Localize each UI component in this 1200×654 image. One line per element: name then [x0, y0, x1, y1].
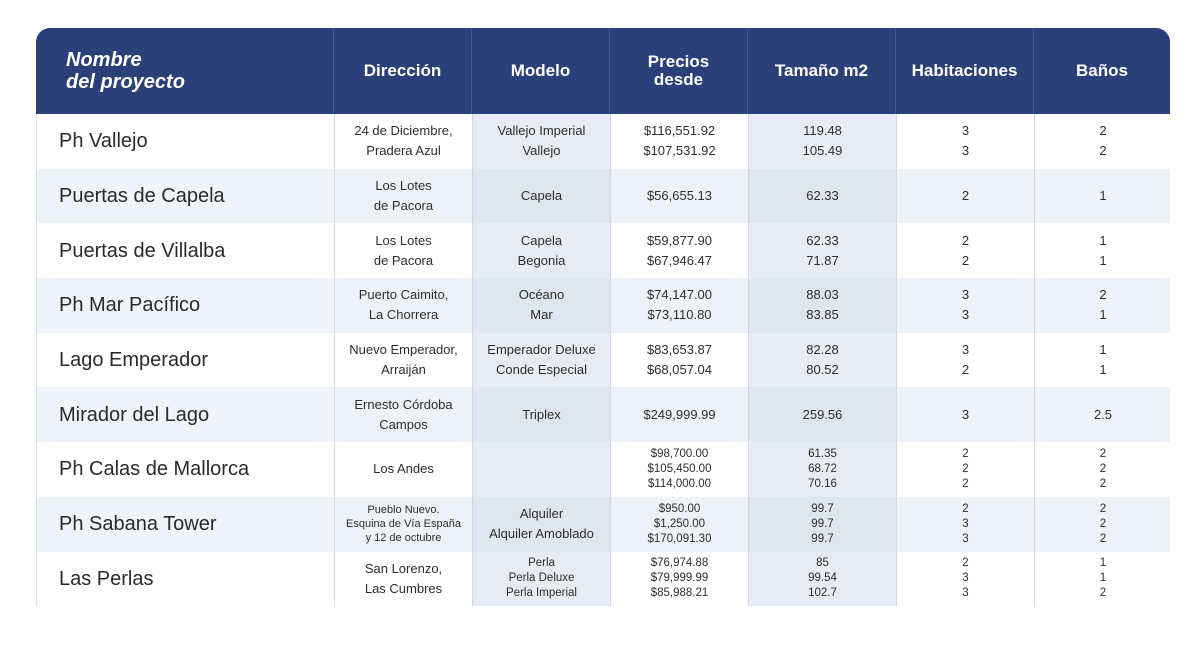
modelo-cell — [473, 442, 611, 497]
habitaciones-value: 2 — [961, 362, 970, 378]
tamano-value: 259.56 — [802, 406, 843, 422]
habitaciones-cell — [897, 169, 1035, 224]
direccion-cell — [335, 552, 473, 607]
precios-value: $56,655.13 — [646, 188, 713, 204]
precios-value: $79,999.99 — [650, 572, 709, 585]
direccion-value: La Chorrera — [368, 307, 439, 323]
precios-value: $950.00 — [658, 502, 701, 515]
precios-value: $74,147.00 — [646, 287, 713, 303]
header-project-name — [36, 28, 334, 114]
direccion-value: Los Andes — [373, 461, 434, 477]
precios-cell — [611, 223, 749, 278]
habitaciones-value: 2 — [962, 502, 969, 515]
project-name: Ph Mar Pacífico — [37, 278, 335, 333]
precios-value: $83,653.87 — [646, 342, 713, 358]
table-row — [37, 497, 1170, 552]
header-tamano: Tamaño m2 — [748, 28, 896, 114]
precios-cell — [611, 552, 749, 607]
banos-value: 2 — [1099, 517, 1107, 530]
banos-value: 2 — [1099, 143, 1107, 159]
habitaciones-cell — [897, 114, 1035, 169]
banos-cell — [1035, 552, 1171, 607]
precios-value: $116,551.92 — [643, 123, 716, 139]
project-name: Puertas de Villalba — [37, 223, 335, 278]
banos-value: 2 — [1099, 287, 1107, 303]
habitaciones-value: 3 — [962, 587, 969, 600]
banos-value: 2 — [1099, 532, 1107, 545]
tamano-cell — [749, 442, 897, 497]
table-row — [37, 223, 1170, 278]
banos-value: 2 — [1099, 462, 1107, 475]
precios-value: $249,999.99 — [643, 406, 716, 422]
habitaciones-value: 2 — [962, 557, 969, 570]
modelo-cell — [473, 169, 611, 224]
project-name: Mirador del Lago — [37, 387, 335, 442]
habitaciones-value: 2 — [962, 447, 969, 460]
habitaciones-value: 3 — [961, 342, 970, 358]
precios-value: $59,877.90 — [646, 232, 713, 248]
banos-value: 2 — [1099, 587, 1107, 600]
modelo-value: Conde Especial — [495, 362, 588, 378]
banos-value: 2 — [1099, 123, 1107, 139]
habitaciones-cell — [897, 333, 1035, 388]
tamano-cell — [749, 552, 897, 607]
precios-cell — [611, 387, 749, 442]
tamano-cell — [749, 223, 897, 278]
precios-value: $1,250.00 — [653, 517, 706, 530]
habitaciones-value: 2 — [961, 232, 970, 248]
direccion-value: Campos — [379, 416, 428, 432]
modelo-cell — [473, 387, 611, 442]
modelo-cell — [473, 497, 611, 552]
table-row — [37, 278, 1170, 333]
header-precios-line1: Precios — [647, 52, 710, 71]
precios-value: $105,450.00 — [647, 462, 712, 475]
banos-cell — [1035, 333, 1171, 388]
projects-table — [36, 28, 1170, 606]
direccion-value: Pradera Azul — [366, 143, 441, 159]
precios-value: $107,531.92 — [643, 143, 716, 159]
precios-cell — [611, 442, 749, 497]
direccion-cell — [335, 169, 473, 224]
habitaciones-value: 3 — [961, 406, 970, 422]
table-row — [37, 114, 1170, 169]
banos-value: 1 — [1099, 252, 1107, 268]
banos-value: 2.5 — [1093, 406, 1113, 422]
habitaciones-value: 3 — [961, 143, 970, 159]
table-row — [37, 333, 1170, 388]
tamano-cell — [749, 497, 897, 552]
tamano-value: 71.87 — [806, 252, 839, 268]
table-header — [36, 28, 1170, 114]
tamano-value: 62.33 — [806, 188, 839, 204]
table-row — [37, 442, 1170, 497]
precios-value: $170,091.30 — [647, 532, 712, 545]
tamano-value: 62.33 — [806, 232, 839, 248]
project-name: Lago Emperador — [37, 333, 335, 388]
banos-cell — [1035, 169, 1171, 224]
precios-value: $98,700.00 — [650, 447, 709, 460]
tamano-value: 85 — [816, 557, 829, 570]
project-name: Ph Sabana Tower — [37, 497, 335, 552]
precios-value: $85,988.21 — [650, 587, 709, 600]
table-body — [36, 114, 1170, 606]
habitaciones-value: 3 — [961, 307, 970, 323]
tamano-value: 105.49 — [802, 143, 843, 159]
direccion-cell — [335, 497, 473, 552]
habitaciones-cell — [897, 223, 1035, 278]
banos-value: 1 — [1099, 188, 1107, 204]
banos-cell — [1035, 442, 1171, 497]
habitaciones-value: 2 — [962, 477, 969, 490]
header-habitaciones: Habitaciones — [896, 28, 1034, 114]
table-row — [37, 552, 1170, 607]
modelo-value: Capela — [520, 188, 563, 204]
habitaciones-value: 2 — [961, 252, 970, 268]
precios-cell — [611, 114, 749, 169]
direccion-value: Las Cumbres — [364, 580, 443, 596]
banos-value: 1 — [1099, 572, 1107, 585]
header-precios — [610, 28, 748, 114]
direccion-value: 24 de Diciembre, — [354, 123, 453, 139]
precios-value: $68,057.04 — [646, 362, 713, 378]
tamano-cell — [749, 114, 897, 169]
table-row — [37, 387, 1170, 442]
project-name: Ph Vallejo — [37, 114, 335, 169]
habitaciones-value: 3 — [962, 572, 969, 585]
tamano-cell — [749, 169, 897, 224]
precios-value: $76,974.88 — [650, 557, 709, 570]
modelo-cell — [473, 223, 611, 278]
precios-value: $114,000.00 — [647, 477, 712, 490]
modelo-value: Océano — [518, 287, 565, 303]
modelo-cell — [473, 114, 611, 169]
modelo-value: Alquiler Amoblado — [489, 526, 594, 542]
modelo-cell — [473, 278, 611, 333]
direccion-value: Nuevo Emperador, — [349, 342, 458, 358]
tamano-value: 99.7 — [811, 502, 834, 515]
tamano-value: 102.7 — [808, 587, 837, 600]
modelo-value: Begonia — [517, 252, 566, 268]
direccion-cell — [335, 278, 473, 333]
modelo-value: Mar — [530, 307, 553, 323]
direccion-value: Los Lotes — [375, 178, 432, 194]
modelo-cell — [473, 552, 611, 607]
header-direccion: Dirección — [334, 28, 472, 114]
modelo-value: Triplex — [522, 406, 561, 422]
tamano-value: 68.72 — [808, 462, 837, 475]
tamano-value: 99.54 — [808, 572, 837, 585]
header-precios-line2: desde — [653, 70, 704, 89]
banos-value: 1 — [1099, 232, 1107, 248]
modelo-cell — [473, 333, 611, 388]
project-name: Ph Calas de Mallorca — [37, 442, 335, 497]
habitaciones-value: 2 — [961, 188, 970, 204]
tamano-value: 119.48 — [803, 123, 842, 139]
precios-cell — [611, 169, 749, 224]
tamano-cell — [749, 387, 897, 442]
habitaciones-cell — [897, 387, 1035, 442]
precios-value: $67,946.47 — [646, 252, 713, 268]
modelo-value: Capela — [520, 232, 563, 248]
project-name: Las Perlas — [37, 552, 335, 607]
direccion-cell — [335, 223, 473, 278]
tamano-value: 70.16 — [808, 477, 837, 490]
tamano-value: 82.28 — [806, 342, 839, 358]
banos-cell — [1035, 387, 1171, 442]
header-modelo: Modelo — [472, 28, 610, 114]
banos-value: 2 — [1099, 447, 1107, 460]
modelo-value: Perla Deluxe — [508, 572, 575, 585]
modelo-value: Vallejo — [522, 143, 561, 159]
tamano-value: 61.35 — [808, 447, 837, 460]
precios-cell — [611, 333, 749, 388]
precios-value: $73,110.80 — [647, 307, 712, 323]
direccion-value: y 12 de octubre — [365, 532, 442, 545]
habitaciones-cell — [897, 278, 1035, 333]
project-name: Puertas de Capela — [37, 169, 335, 224]
habitaciones-value: 3 — [961, 287, 970, 303]
banos-cell — [1035, 497, 1171, 552]
direccion-value: Puerto Caimito, — [358, 287, 449, 303]
modelo-value: Perla — [528, 557, 555, 570]
modelo-value: Vallejo Imperial — [497, 123, 586, 139]
header-name-line1: Nombre — [66, 49, 142, 71]
tamano-value: 99.7 — [811, 532, 834, 545]
tamano-value: 80.52 — [806, 362, 839, 378]
banos-value: 1 — [1099, 557, 1107, 570]
modelo-value: Perla Imperial — [506, 587, 577, 600]
tamano-cell — [749, 278, 897, 333]
banos-cell — [1035, 223, 1171, 278]
habitaciones-value: 3 — [962, 517, 969, 530]
habitaciones-value: 3 — [962, 532, 969, 545]
modelo-value: Alquiler — [519, 506, 564, 522]
banos-value: 2 — [1099, 502, 1107, 515]
habitaciones-cell — [897, 497, 1035, 552]
direccion-cell — [335, 114, 473, 169]
habitaciones-cell — [897, 442, 1035, 497]
precios-cell — [611, 497, 749, 552]
direccion-cell — [335, 442, 473, 497]
header-name-line2: del proyecto — [66, 71, 185, 93]
header-banos: Baños — [1076, 61, 1128, 80]
modelo-value: Emperador Deluxe — [487, 342, 596, 358]
habitaciones-value: 3 — [961, 123, 970, 139]
banos-value: 2 — [1099, 477, 1107, 490]
banos-cell — [1035, 114, 1171, 169]
habitaciones-value: 2 — [962, 462, 969, 475]
direccion-value: San Lorenzo, — [364, 560, 443, 576]
table-row — [37, 169, 1170, 224]
tamano-cell — [749, 333, 897, 388]
direccion-cell — [335, 333, 473, 388]
direccion-value: Esquina de Vía España — [346, 518, 461, 531]
direccion-cell — [335, 387, 473, 442]
habitaciones-cell — [897, 552, 1035, 607]
direccion-value: de Pacora — [373, 198, 434, 214]
direccion-value: Pueblo Nuevo. — [367, 504, 440, 517]
direccion-value: Los Lotes — [375, 232, 432, 248]
precios-cell — [611, 278, 749, 333]
direccion-value: Ernesto Córdoba — [354, 396, 453, 412]
banos-value: 1 — [1099, 342, 1107, 358]
banos-cell — [1035, 278, 1171, 333]
tamano-value: 88.03 — [806, 287, 839, 303]
banos-value: 1 — [1099, 362, 1107, 378]
tamano-value: 83.85 — [806, 307, 839, 323]
banos-value: 1 — [1099, 307, 1107, 323]
direccion-value: Arraiján — [381, 362, 426, 378]
direccion-value: de Pacora — [373, 252, 434, 268]
tamano-value: 99.7 — [811, 517, 834, 530]
